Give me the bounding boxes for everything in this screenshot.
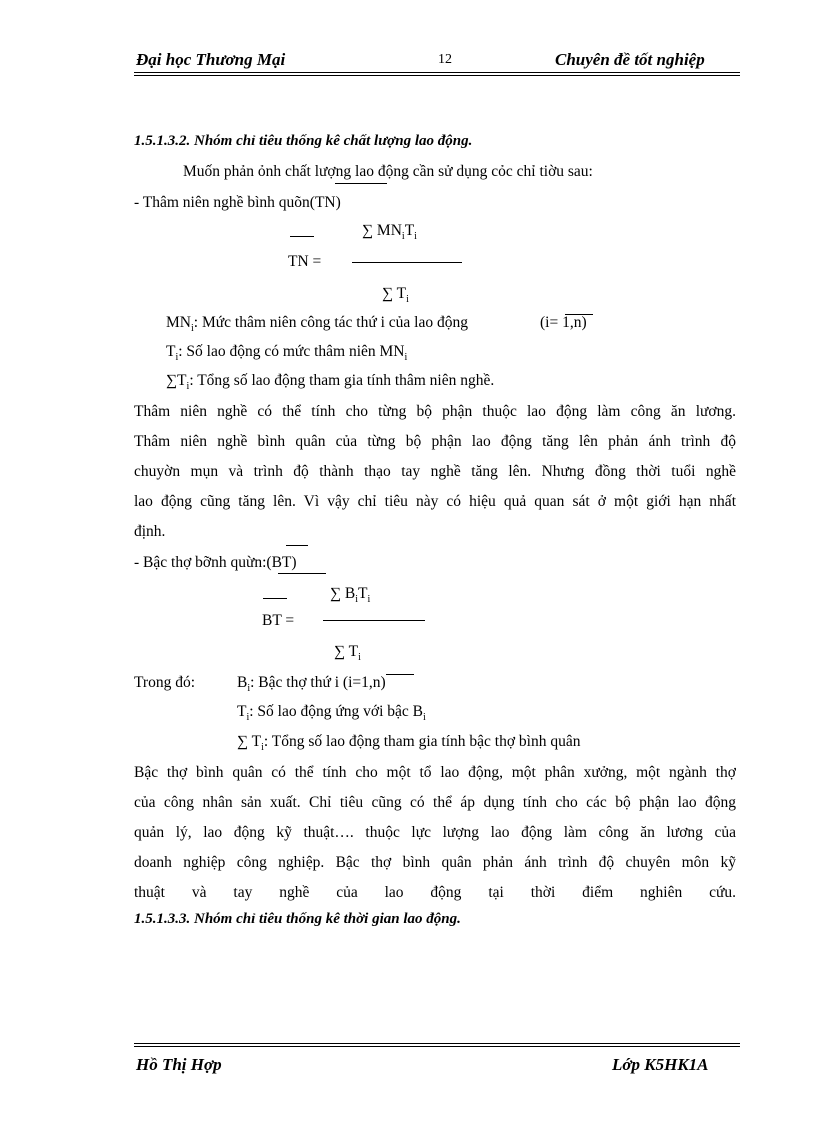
tn-overbar (290, 236, 314, 237)
intro-text: Muốn phản ỏnh chất lượng lao động cần sử dụng cỏc chỉ tiờu sau: (183, 163, 593, 180)
para2-line-3: quản lý, lao động kỹ thuật…. thuộc lực lượng lao động làm công ăn lương của (134, 824, 736, 841)
bt-lhs: BT = (262, 612, 295, 629)
footer-rule (134, 1043, 740, 1044)
tn-denominator: ∑ $T_i$ (382, 285, 409, 306)
tn-def-sum: $\sum T_i$: Tổng số lao động tham gia tính thâm niên nghề. (166, 372, 495, 393)
header-school: Đại học Thương Mại (136, 50, 286, 69)
para2-line-4: doanh nghiệp công nghiệp. Bậc thợ bình quân phản ánh trình độ chuyên môn kỹ (134, 854, 736, 871)
para1-line-3: chuyờn mụn và trình độ thành thạo tay nghề tăng lên. Nhưng đồng thời tuổi nghề (134, 463, 736, 480)
bt-def-t: $T_i$: Số lao động ứng với bậc $B_i$ (237, 703, 426, 724)
section-title-quality: 1.5.1.3.2. Nhóm chỉ tiêu thống kê chất lượng lao động. (134, 133, 473, 149)
tn-def-range: (i= 1,n) (540, 314, 587, 331)
bt-overbar (263, 598, 287, 599)
tn-numerator: ∑ $MN_iT_i$ (362, 222, 417, 243)
header-rule (134, 72, 740, 73)
footer-class: Lớp K5HK1A (612, 1055, 709, 1074)
range-overbar (565, 314, 593, 315)
bt-fraction-line (323, 620, 425, 621)
section-title-time: 1.5.1.3.3. Nhóm chỉ tiêu thống kê thời gian lao động. (134, 911, 461, 927)
bt-denominator: ∑ $T_i$ (334, 643, 361, 664)
para2-line-5: thuật và tay nghề của lao động tại thời điểm nghiên cứu. (134, 884, 736, 901)
para1-line-5: định. (134, 523, 166, 540)
bt-where: Trong đó: (134, 674, 196, 691)
bt-range-overbar (386, 674, 414, 675)
header-rule-2 (134, 75, 740, 76)
footer-rule-2 (134, 1046, 740, 1047)
footer-author: Hồ Thị Hợp (136, 1055, 222, 1074)
para2-line-2: của công nhân sản xuất. Chỉ tiêu cũng có thể áp dụng tính cho các bộ phận lao động (134, 794, 736, 811)
bt-def-b: $B_i$: Bậc thợ thứ i (i=1,n) (237, 674, 386, 695)
tn-fraction-line (352, 262, 462, 263)
bt-def-sum: ∑ $T_i$: Tổng số lao động tham gia tính bậc thợ bình quân (237, 733, 581, 754)
para1-line-2: Thâm niên nghề bình quân của từng bộ phận lao động tăng lên phản ánh trình độ (134, 433, 736, 450)
para1-line-1: Thâm niên nghề có thể tính cho từng bộ phận thuộc lao động làm công ăn lương. (134, 403, 736, 420)
bt-label-underline (278, 573, 326, 574)
bt-label: - Bậc thợ bỡnh quừn:(BT) (134, 554, 297, 571)
tn-lhs: TN = (288, 253, 322, 270)
tn-def-t: $T_i$: Số lao động có mức thâm niên $MN_i$ (166, 343, 408, 364)
para1-line-4: lao động cũng tăng lên. Vì vậy chỉ tiêu này có hiệu quả quan sát ở một giới hạn nhất (134, 493, 736, 510)
tn-def-mn: $MN_i$: Mức thâm niên công tác thứ i của lao động (166, 314, 468, 335)
para2-line-1: Bậc thợ bình quân có thể tính cho một tổ lao động, một phân xưởng, một ngành thợ (134, 764, 736, 781)
page-number: 12 (438, 52, 452, 67)
bt-label-overbar (286, 545, 308, 546)
tn-label: - Thâm niên nghề bình quõn(TN) (134, 194, 341, 211)
intro-underline (335, 183, 387, 184)
bt-numerator: ∑ $B_iT_i$ (330, 585, 371, 606)
header-title: Chuyên đề tốt nghiệp (555, 50, 705, 69)
